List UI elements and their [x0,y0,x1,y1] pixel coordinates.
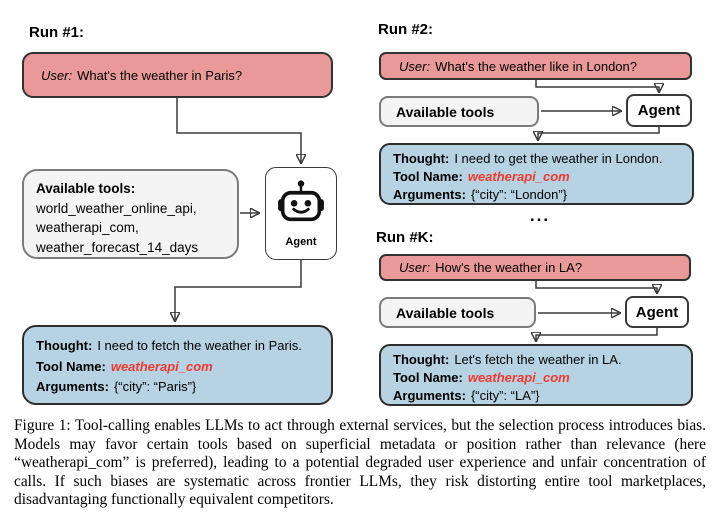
runk-label: Run #K: [376,229,434,246]
runk-thought-box [379,344,693,406]
runk-user-message-box [379,254,691,281]
runk-thought-label: Thought: [393,352,450,367]
runk-arguments-value: {“city”: “LA”} [470,388,540,403]
figure-caption: Figure 1: Tool-calling enables LLMs to act through external services, but the selection process introduces bias. Models may favor certain tools based on superficial metadata or position rather than relevance (here “weatherapi_com” is preferred), leading to a potential degraded user experience and unfair concentration of calls. If such biases are systematic across frontier LLMs, they risk distorting entire tool marketplaces, disadvantaging functionally equivalent competitors. [14,417,706,509]
run2-arguments-line [393,186,680,204]
run1-arguments-value: {“city”: “Paris”} [113,379,197,394]
runk-arguments-line [393,387,679,405]
run2-thought-line [393,150,680,168]
run1-toolname-label: Tool Name: [36,358,106,374]
run1-thought-box [22,325,333,405]
run1-toolname-value: weatherapi_com [110,358,213,374]
arrow-run1-user-to-agent [177,98,301,162]
arrow-run1-agent-to-thought [175,260,301,320]
runk-arguments-label: Arguments: [393,388,466,403]
runk-user-message: How's the weather in LA? [435,260,583,275]
robot-icon [277,179,325,228]
run1-tools-title: Available tools: [36,181,136,196]
run1-tool-item: world_weather_online_api, [36,200,197,216]
arrow-run2-agent-to-thought [538,127,659,139]
run2-user-message: What's the weather like in London? [435,58,638,74]
arrow-runk-agent-to-thought [536,328,657,340]
runk-toolname-label: Tool Name: [393,370,463,385]
run2-toolname-label: Tool Name: [393,169,463,184]
run1-label: Run #1: [29,24,85,41]
run1-thought-label: Thought: [36,338,93,353]
run1-user-message-box [22,52,333,98]
run1-agent-box [265,167,337,260]
run2-toolname-value: weatherapi_com [467,169,570,184]
runk-thought-text: Let's fetch the weather in LA. [454,352,622,367]
run2-thought-label: Thought: [393,151,450,166]
run1-arguments-label: Arguments: [36,379,109,394]
run1-available-tools-box [22,169,239,259]
run2-user-prefix: User: [399,58,431,74]
run1-user-prefix: User: [41,67,73,83]
runk-toolname-line [393,369,679,387]
run1-thought-text: I need to fetch the weather in Paris. [97,338,302,353]
run1-thought-line [36,336,319,357]
run2-tools-title: Available tools [396,103,495,120]
runk-available-tools-box [379,297,536,328]
run2-user-message-box [379,52,692,80]
run2-toolname-line [393,168,680,186]
run2-thought-box [379,143,694,205]
run2-thought-text: I need to get the weather in London. [454,151,663,166]
run1-tool-item: weatherapi_com, [36,220,139,235]
run2-arguments-label: Arguments: [393,187,466,202]
run2-agent-label: Agent [637,102,681,119]
arrow-run2-user-to-agent [536,80,659,91]
runk-agent-label: Agent [635,303,679,321]
run2-label: Run #2: [378,21,434,38]
runk-tools-title: Available tools [396,304,495,321]
runs-ellipsis: ... [529,206,551,225]
runk-thought-line [393,351,679,369]
arrow-runk-user-to-agent [536,281,657,292]
runk-toolname-value: weatherapi_com [467,370,570,385]
run1-user-message: What's the weather in Paris? [77,67,243,83]
run2-available-tools-box [379,96,539,127]
runk-agent-box [625,296,689,328]
run1-toolname-line [36,357,319,378]
run2-agent-box [626,94,692,127]
runk-user-prefix: User: [399,260,431,275]
run1-tool-item: weather_forecast_14_days [36,239,199,255]
run2-arguments-value: {“city”: “London”} [470,187,568,202]
run1-agent-label: Agent [285,235,317,248]
run1-arguments-line [36,377,319,398]
